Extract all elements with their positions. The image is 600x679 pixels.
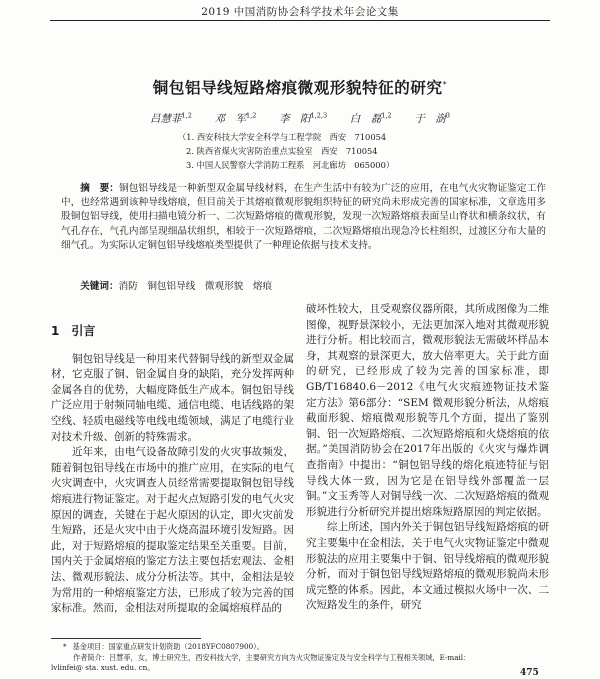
footnote-rule <box>51 638 201 639</box>
keywords-text: 消防 铜包铝导线 微观形貌 熔痕 <box>118 281 273 292</box>
abstract-text: 铜包铝导线是一种新型双金属导线材料，在生产生活中有较为广泛的应用，在电气火灾物证鉴定工作中，也经常遇到该种导线熔痕，但目前关于其熔痕微观形貌组织特征的研究尚未形成完善的国家标准，文章选用多股铜包铝导线，使用扫描电镜分析一、二次短路熔痕的微观形貌，发现一次短路熔痕表面呈山脊状和横条纹状，有气孔存在，气孔内部呈现细晶状组织，相较于一次短路熔痕，二次短路熔痕出现急冷长柱组织，过渡区分布大量的细气孔。为实际认定铜包铝导线熔痕类型提供了一种理论依据与技术支持。 <box>61 183 546 251</box>
body-paragraph: 破坏性较大，且受观察仪器所限，其所成图像为二维图像，视野景深较小，无法更加深入地对其微观形貌进行分析。相比较而言，微观形貌法无需破坏样品本身，其观察的景深更大，放大倍率更大。关于此方面的研究，已经形成了较为完善的国家标准，即 GB/T16840.6－2012《电气火灾痕迹物证技术鉴定方法》第6部分：“SEM 微观形貌分析法，从熔痕截面形貌、熔痕微观形貌等几个方面，提出了鉴别铜、铝一次短路熔痕、二次短路熔痕和火烧熔痕的依据。”美国消防协会在2017年出版的《火灾与爆炸调查指南》中提出：“铜包铝导线的熔化痕迹特征与铝导线大体一致，因为它是在铝导线外部覆盖一层铜。”文玉秀等人对铜导线一次、二次短路熔痕的微观形貌进行分析研究并提出熔珠短路原因的判定依据。 <box>306 303 549 518</box>
keywords <box>61 280 546 294</box>
body-paragraph: 综上所述，国内外关于铜包铝导线短路熔痕的研究主要集中在金相法，关于电气火灾物证鉴定中微观形貌法的应用主要集中于铜、铝导线熔痕的微观形貌分析，而对于铜包铝导线短路熔痕的微观形貌尚未形成完整的体系。因此，本文通过模拟火场中一次、二次短路发生的条件，研究 <box>306 521 549 612</box>
affiliation: 2. 陕西省煤火灾害防治重点实验室 西安 710054 <box>186 146 378 156</box>
author-footnote-email: lvlinfei@ sta. xust. edu. cn。 <box>51 663 155 672</box>
section-heading <box>51 324 294 340</box>
footnotes <box>51 642 551 674</box>
author: 白 磊$^{1,2}$ <box>349 111 392 125</box>
author: 吕慧菲$^{1,2}$ <box>150 111 192 125</box>
abstract <box>61 182 546 253</box>
header-rule <box>50 20 550 21</box>
title-text: 铜包铝导线短路熔痕微观形貌特征的研究 <box>152 79 443 97</box>
author-list <box>150 111 450 126</box>
author-footnote: 作者简介：吕慧菲，女，博士研究生，西安科技大学，主要研究方向为火灾物证鉴定及与安全科学与工程相关领域，E-mail： <box>73 652 471 662</box>
abstract-label: 摘 要： <box>80 183 120 194</box>
author: 邓 军$^{1,2}$ <box>214 111 257 125</box>
affiliation: （1. 西安科技大学安全科学与工程学院 西安 710054 <box>178 132 387 142</box>
page-number: 475 <box>520 668 539 678</box>
funding-footnote: * 基金项目：国家重点研发计划资助（2018YFC0807900）。 <box>63 642 264 651</box>
title-footnote-mark: * <box>442 79 448 89</box>
right-column <box>306 302 549 628</box>
author: 李 阳$^{1,2,3}$ <box>279 111 328 125</box>
body-paragraph: 铜包铝导线是一种用来代替铜导线的新型双金属材，它克服了铜、铝金属自身的缺陷，充分发挥两种金属各自的优势，大幅度降低生产成本。铜包铝导线广泛应用于射频同轴电缆、通信电缆、电话线路的架空线、轻质电磁线等电线电缆领域，满足了电缆行业对技术升级、创新的特殊需求。 <box>51 352 294 443</box>
running-head: 2019 中国消防协会科学技术年会论文集 <box>201 6 399 18</box>
affiliation: 3. 中国人民警察大学消防工程系 河北廊坊 065000） <box>186 160 395 170</box>
section-title: 引言 <box>71 324 96 338</box>
section-number: 1 <box>51 324 60 338</box>
affiliations <box>178 130 478 172</box>
left-column <box>51 308 294 634</box>
keywords-label: 关键词： <box>80 281 119 292</box>
author: 于 澍$^3$ <box>414 111 450 125</box>
body-paragraph: 近年来，由电气设备故障引发的火灾事故频发，随着铜包铝导线在市场中的推广应用，在实际的电气火灾调查中，火灾调查人员经常需要提取铜包铝导线熔痕进行物证鉴定。对于起火点短路引发的电气火灾原因的调查，关键在于起火原因的认定，即火灾前发生短路，还是火灾中由于火烧高温环境引发短路。因此，对于短路熔痕的提取鉴定结果至关重要。目前，国内关于金属熔痕的鉴定方法主要包括宏观法、金相法、微观形貌法、成分分析法等。其中，金相法是较为常用的一种熔痕鉴定方法，已形成了较为完善的国家标准。然而，金相法对所提取的金属熔痕样品的 <box>51 446 294 615</box>
paper-title <box>40 76 560 98</box>
